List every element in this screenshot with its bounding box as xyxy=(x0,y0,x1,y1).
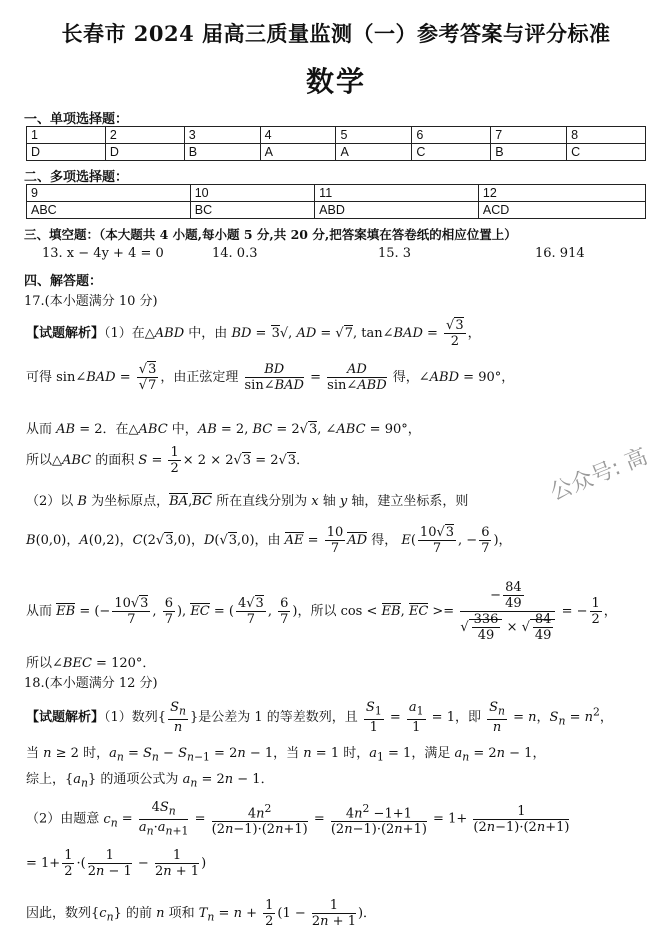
answer-14: 14. 0.3 xyxy=(212,246,258,261)
single-choice-answer-table xyxy=(26,126,646,161)
q18-line-1: 【试题解析】（1）数列{ $\frac{S_n}{n}$ }是公差为 1 的等差数列，且 $\frac{S_1}{1}$ = $\frac{a_1}{1}$ = 1，即 $\frac{S_n}{n}$ = n，$S_n = n^2$， xyxy=(26,700,613,735)
table-cell: 1 xyxy=(27,127,106,144)
table-cell: 2 xyxy=(105,127,184,144)
q17-line-4: 所以△ABC 的面积 S = $\frac{1}{2}$ × 2 × 2√3 = 2√3． xyxy=(26,445,310,476)
table-cell: ABC xyxy=(27,202,191,219)
multiple-choice-answer-table xyxy=(26,184,646,219)
table-cell: 11 xyxy=(315,185,479,202)
q17-line-2: 可得 sin∠BAD = $\frac{√3}{√7}$ ，由正弦定理 $\frac{BD}{\text{sin∠BAD}}$ = $\frac{AD}{\text{sin∠ABD}}$ 得，∠ABD = 90°， xyxy=(26,362,515,393)
table-cell: 5 xyxy=(336,127,412,144)
table-cell: 3 xyxy=(184,127,260,144)
table-cell: 12 xyxy=(478,185,645,202)
table-cell: 7 xyxy=(491,127,567,144)
answer-13: 13. x − 4y + 4 = 0 xyxy=(42,246,164,261)
q18-line-4: （2）由题意 $c_n$ = $\frac{4S_n}{a_n\cdot a_{n+1}}$ = $\frac{4n^2}{(2n-1)\cdot(2n+1)}$ = $\frac{4n^2 -1+1}{(2n-1)\cdot(2n+1)}$ = 1+ $\frac{1}{(2n-1)\cdot(2n+1)}$ xyxy=(26,800,570,838)
q17-line-5: （2）以 B 为坐标原点，BA,BC 所在直线分别为 x 轴 y 轴，建立坐标系，则 xyxy=(26,494,469,509)
section-solutions-heading: 四、解答题： xyxy=(24,274,103,289)
table-row-numbers xyxy=(27,185,646,202)
analysis-label: 【试题解析】 xyxy=(26,326,105,341)
table-cell: 6 xyxy=(412,127,491,144)
q18-line-6: 因此，数列$\{c_n\}$ 的前 n 项和 $T_n = n$ + $\frac{1}{2}$ (1 − $\frac{1}{2n + 1}$ )． xyxy=(26,898,377,929)
table-cell: 8 xyxy=(567,127,646,144)
table-cell: 9 xyxy=(27,185,191,202)
table-cell: ACD xyxy=(478,202,645,219)
table-cell: BC xyxy=(190,202,314,219)
q18-header: 18.(本小题满分 12 分) xyxy=(24,676,158,691)
table-cell: A xyxy=(260,144,336,161)
q17-header: 17.(本小题满分 10 分) xyxy=(24,294,158,309)
table-cell: 4 xyxy=(260,127,336,144)
q17-line-6: B(0,0)，A(0,2)，C(2√3,0)，D(√3,0)，由 AE = $\frac{10}{7}$ AD 得， E( $\frac{10√3}{7}$ , − $\frac{6}{7}$ )， xyxy=(26,525,512,556)
section-single-choice-heading: 一、单项选择题： xyxy=(24,112,129,127)
table-row-numbers xyxy=(27,127,646,144)
table-cell: C xyxy=(412,144,491,161)
table-cell: 10 xyxy=(190,185,314,202)
table-cell: D xyxy=(105,144,184,161)
table-cell: B xyxy=(491,144,567,161)
q18-line-5: = 1+ $\frac{1}{2}$ ·( $\frac{1}{2n - 1}$ − $\frac{1}{2n + 1}$ ) xyxy=(26,848,207,879)
document-title: 长春市 2024 届高三质量监测（一）参考答案与评分标准 xyxy=(61,21,611,46)
watermark-text: 公众号: 高 xyxy=(546,444,652,506)
q18-line-2: 当 n ≥ 2 时，$a_n = S_n - S_{n-1} = 2n - 1$，当 n = 1 时，$a_1 = 1$，满足 $a_n = 2n - 1$， xyxy=(26,746,546,764)
table-row-answers xyxy=(27,144,646,161)
section-fill-blank-heading: 三、填空题：（本大题共 4 小题,每小题 5 分,共 20 分,把答案填在答卷纸的相应位置上） xyxy=(24,227,517,242)
q18-line-3: 综上，$\{a_n\}$ 的通项公式为 $a_n = 2n - 1$． xyxy=(26,772,274,790)
q17-line-1: 【试题解析】（1）在△ABD 中，由 BD = 3√, AD = √7, tan∠BAD = $\frac{√3}{2}$ ， xyxy=(26,318,481,349)
q17-line-7: 从而 EB = (− $\frac{10√3}{7}$ , $\frac{6}{7}$ ), EC = ( $\frac{4√3}{7}$ , $\frac{6}{7}$ )，所以 cos < EB, EC >= − $\frac{84}{49}$ √ $\frac{336}{49}$ × √ $\frac{84}{49}$ = − $\frac{1}{2}$ ， xyxy=(26,580,617,643)
table-cell: C xyxy=(567,144,646,161)
answer-15: 15. 3 xyxy=(378,246,412,261)
answer-16: 16. 914 xyxy=(535,246,585,261)
table-cell: D xyxy=(27,144,106,161)
table-cell: ABD xyxy=(315,202,479,219)
section-multiple-choice-heading: 二、多项选择题： xyxy=(24,170,129,185)
q17-line-8: 所以∠BEC = 120°． xyxy=(26,656,156,671)
table-cell: B xyxy=(184,144,260,161)
q17-line-3: 从而 AB = 2．在△ABC 中，AB = 2, BC = 2√3, ∠ABC = 90°， xyxy=(26,422,421,437)
subject-title: 数学 xyxy=(305,65,366,98)
table-row-answers xyxy=(27,202,646,219)
table-cell: A xyxy=(336,144,412,161)
